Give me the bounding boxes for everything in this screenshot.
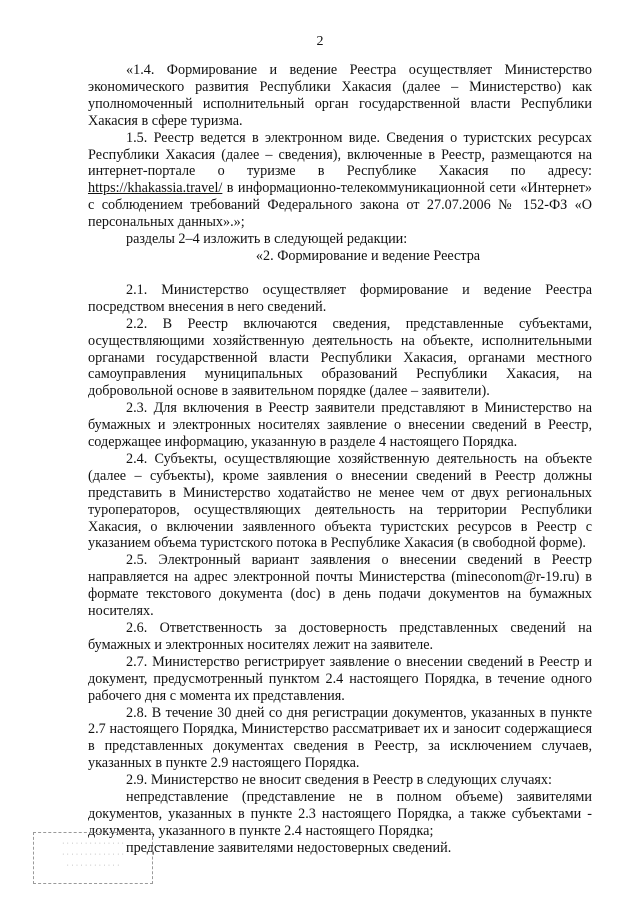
- registration-stamp: · · · · · · · · · · · · · · · · · · · · · · · · · · · · · · · · · · · · · · · ·: [33, 832, 153, 884]
- paragraph-2-9-item-b: представление заявителями недостоверных сведений.: [126, 839, 452, 856]
- tourism-portal-link[interactable]: https://khakassia.travel/: [88, 180, 223, 197]
- page-number: 2: [316, 34, 324, 49]
- paragraph-1-5-text-b: в информационно-телекоммуникационной сети «Интернет» с соблюдением требований Федерального закона от 27.07.2006 № 152-ФЗ «О персональных данных».»;: [88, 180, 592, 231]
- paragraph-2-3: 2.3. Для включения в Реестр заявители представляют в Министерство на бумажных и электронных носителях заявление о внесении сведений в Реестр, содержащее информацию, указанную в разделе 4 настоящего Порядка.: [88, 400, 592, 451]
- sections-intro: разделы 2–4 изложить в следующей редакции:: [126, 231, 408, 248]
- paragraph-1-5: [88, 130, 592, 231]
- paragraph-2-9-item-a: непредставление (представление не в полном объеме) заявителями документов, указанных в пункте 2.3 настоящего Порядка, а также субъектами - документа, указанного в пункте 2.4 настоящего Порядка;: [88, 789, 592, 839]
- blank-line: [88, 265, 592, 282]
- paragraph-2-7: 2.7. Министерство регистрирует заявление о внесении сведений в Реестр и документ, предусмотренный пунктом 2.4 настоящего Порядка, в течение одного рабочего дня с момента их представления.: [88, 653, 592, 704]
- paragraph-2-9: 2.9. Министерство не вносит сведения в Реестр в следующих случаях:: [126, 772, 552, 789]
- paragraph-2-8: 2.8. В течение 30 дней со дня регистрации документов, указанных в пункте 2.7 настоящего Порядка, Министерство рассматривает их и заносит содержащиеся в представленных документах сведения в Реестр, за исключением случаев, указанных в пункте 2.9 настоящего Порядка.: [88, 704, 592, 772]
- paragraph-1-5-text-a: 1.5. Реестр ведется в электронном виде. Сведения о туристских ресурсах Республики Хакасия (далее – сведения), включенные в Реестр, размещаются на интернет-портале о туризме в Республике Хакасия по адресу:: [88, 129, 592, 180]
- paragraph-1-4: «1.4. Формирование и ведение Реестра осуществляет Министерство экономического развития Республики Хакасия (далее – Министерство) как уполномоченный исполнительный орган государственной власти Республики Хакасия в сфере туризма.: [88, 62, 592, 129]
- paragraph-2-5: 2.5. Электронный вариант заявления о внесении сведений в Реестр направляется на адрес электронной почты Министерства (mineconom@r-19.ru) в формате текстового документа (doc) в день подачи документов на бумажных носителях.: [88, 552, 592, 620]
- paragraph-2-4: 2.4. Субъекты, осуществляющие хозяйственную деятельность на объекте (далее – субъекты), кроме заявления о внесении сведений в Реестр должны представить в Министерство ходатайство не менее чем от двух региональных туроператоров, осуществляющих деятельность на территории Республики Хакасия, о включении заявленного объекта туристских ресурсов в Реестр с указанием объема туристского потока в Республике Хакасия (в свободной форме).: [88, 450, 592, 552]
- paragraph-2-6: 2.6. Ответственность за достоверность представленных сведений на бумажных и электронных носителях лежит на заявителе.: [88, 620, 592, 653]
- document-body: [88, 62, 592, 857]
- section-2-heading: «2. Формирование и ведение Реестра: [255, 247, 481, 264]
- paragraph-2-1: 2.1. Министерство осуществляет формирование и ведение Реестра посредством внесения в него сведений.: [88, 281, 592, 315]
- paragraph-2-2: 2.2. В Реестр включаются сведения, представленные субъектами, осуществляющими хозяйственную деятельность на объекте, исполнительными органами государственной власти Республики Хакасия, органами местного самоуправления муниципальных образований Республики Хакасия, на добровольной основе в заявительном порядке (далее – заявители).: [88, 315, 592, 400]
